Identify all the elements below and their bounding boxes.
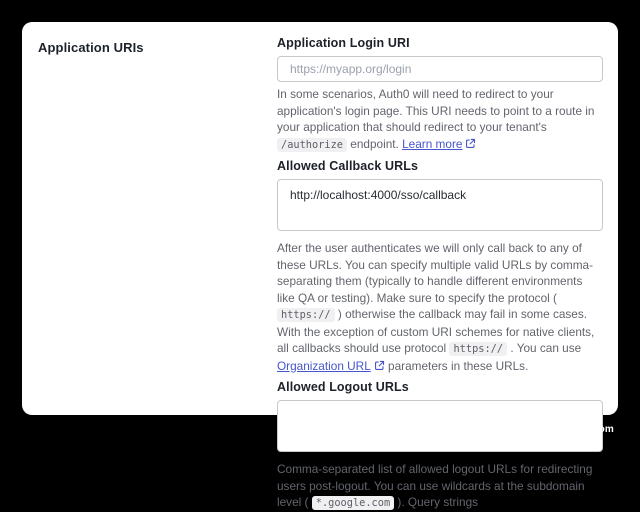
allowed-callback-urls-help: After the user authenticates we will only call back to any of these URLs. You can specify multiple valid URLs by comma-separating them (typically to handle different environments like QA or testing). Make sure to specify the protocol ( https:// ) otherwise the callback may fail in some cases. With the exception of custom URI schemes for native clients, all callbacks should use protocol https:// . You can use Organization URL parameters in these URLs. — [277, 241, 595, 373]
inline-code: https:// — [277, 308, 335, 322]
field-application-login-uri — [277, 36, 603, 153]
external-link-icon — [465, 138, 476, 149]
section-title: Application URIs — [38, 40, 144, 55]
allowed-logout-urls-label: Allowed Logout URLs — [277, 380, 409, 394]
application-login-uri-label: Application Login URI — [277, 36, 410, 50]
application-login-uri-help: In some scenarios, Auth0 will need to redirect to your application's login page. This URI needs to point to a route in your application that should redirect to your tenant's /authorize endpoint. Learn more — [277, 87, 595, 151]
field-allowed-logout-urls — [277, 380, 603, 512]
external-link-icon — [374, 360, 385, 371]
allowed-callback-urls-label: Allowed Callback URLs — [277, 159, 419, 173]
field-allowed-callback-urls — [277, 159, 603, 374]
watermark: Screenshot by Xnapper.com — [474, 424, 614, 435]
section-title-column — [22, 22, 277, 415]
inline-code: /authorize — [277, 138, 347, 152]
allowed-callback-urls-textarea[interactable] — [277, 179, 603, 231]
inline-code: https:// — [449, 342, 507, 356]
application-login-uri-input[interactable] — [277, 56, 603, 82]
inline-code: *.google.com — [312, 496, 394, 510]
organization-url-link[interactable]: Organization URL — [277, 359, 385, 373]
learn-more-link[interactable]: Learn more — [402, 137, 476, 151]
allowed-logout-urls-help: Comma-separated list of allowed logout URLs for redirecting users post-logout. You can use wildcards at the subdomain level ( *.google.com ). Query strings — [277, 462, 593, 509]
